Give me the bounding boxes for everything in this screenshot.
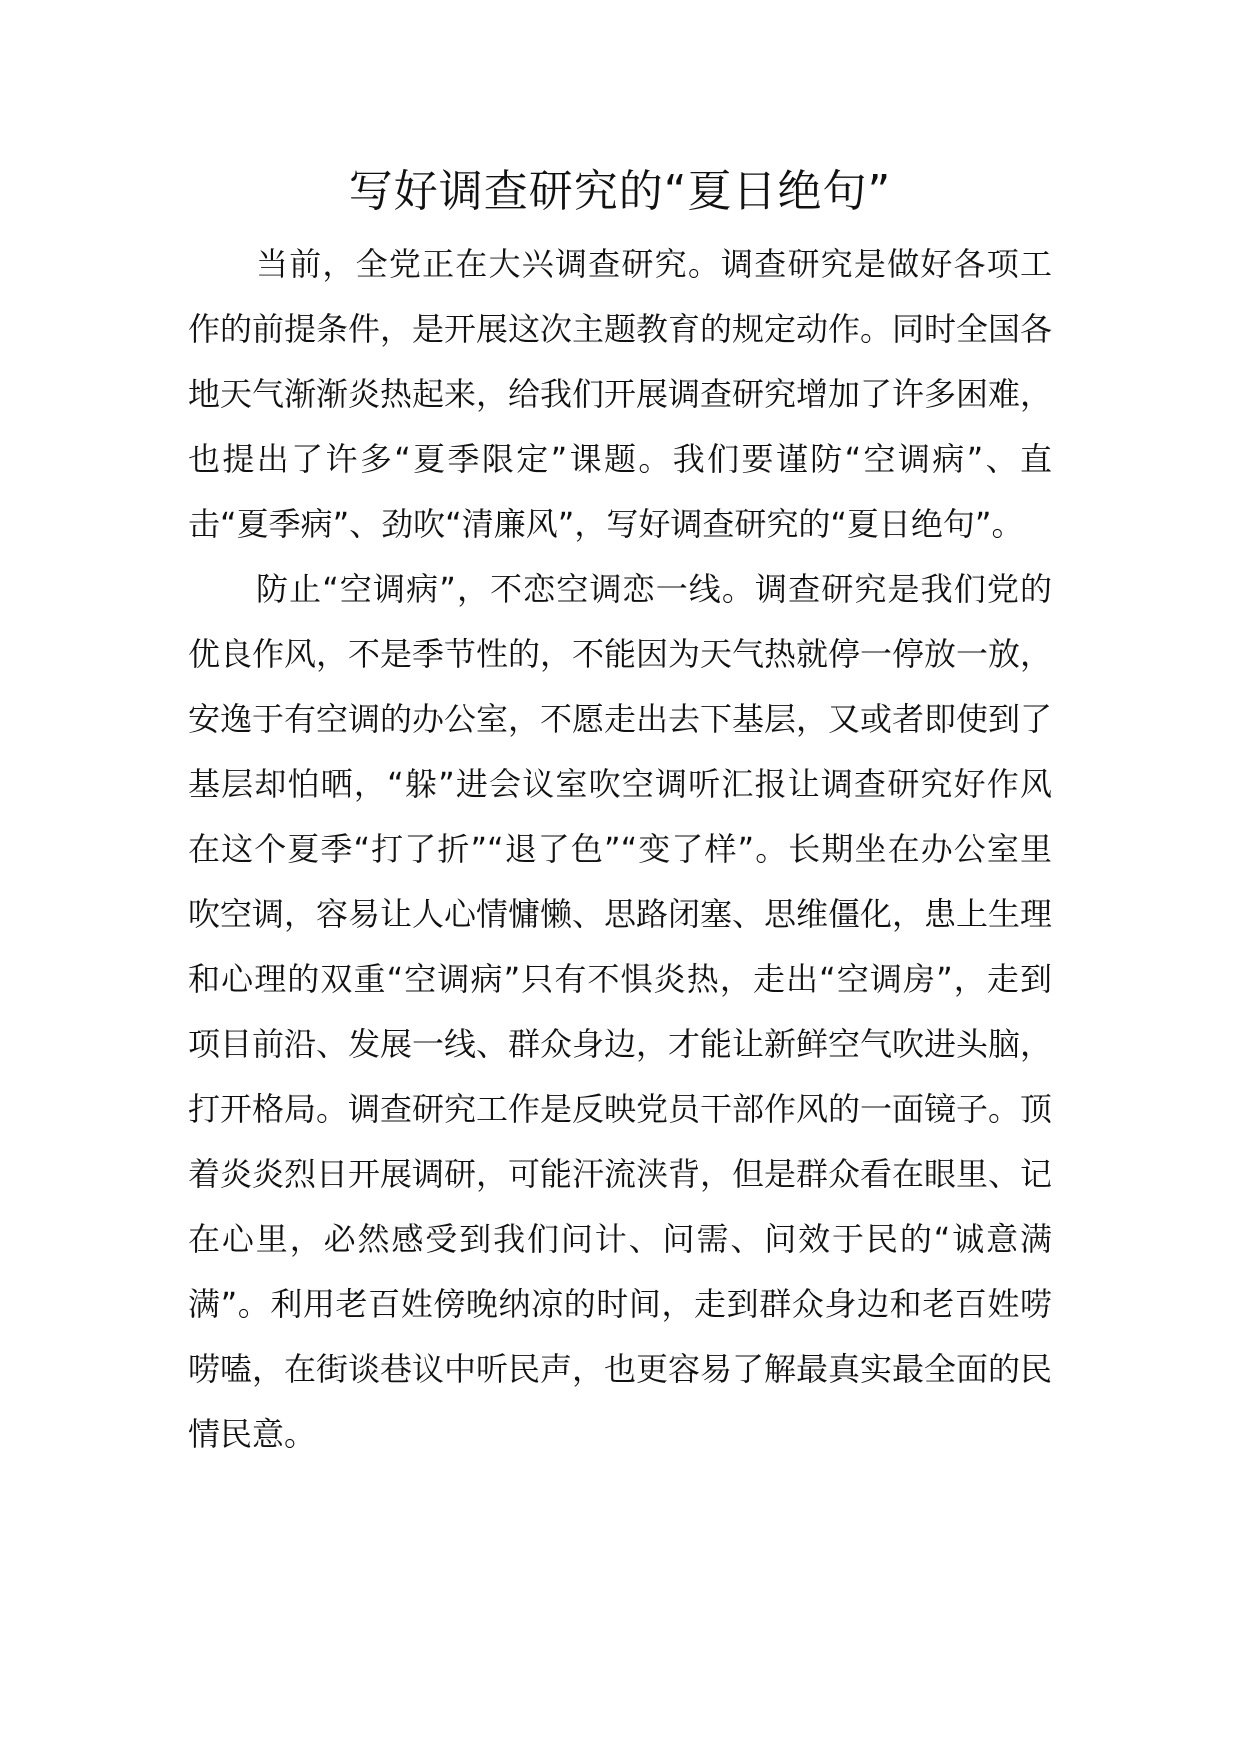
paragraph-intro: 当前，全党正在大兴调查研究。调查研究是做好各项工作的前提条件，是开展这次主题教育的规定动作。同时全国各地天气渐渐炎热起来，给我们开展调查研究增加了许多困难，也提出了许多“夏季限定”课题。我们要谨防“空调病”、直击“夏季病”、劲吹“清廉风”，写好调查研究的“夏日绝句”。: [188, 245, 1053, 543]
paragraph-air-conditioning: 防止“空调病”，不恋空调恋一线。调查研究是我们党的优良作风，不是季节性的，不能因为天气热就停一停放一放，安逸于有空调的办公室，不愿走出去下基层，又或者即使到了基层却怕晒，“躲”进会议室吹空调听汇报让调查研究好作风在这个夏季“打了折”“退了色”“变了样”。长期坐在办公室里吹空调，容易让人心情慵懒、思路闭塞、思维僵化，患上生理和心理的双重“空调病”只有不惧炎热，走出“空调房”，走到项目前沿、发展一线、群众身边，才能让新鲜空气吹进头脑，打开格局。调查研究工作是反映党员干部作风的一面镜子。顶着炎炎烈日开展调研，可能汗流浃背，但是群众看在眼里、记在心里，必然感受到我们问计、问需、问效于民的“诚意满满”。利用老百姓傍晚纳凉的时间，走到群众身边和老百姓唠唠嗑，在街谈巷议中听民声，也更容易了解最真实最全面的民情民意。: [188, 570, 1053, 1453]
document-body: [188, 232, 1052, 1467]
document-title: 写好调查研究的“夏日绝句”: [348, 166, 892, 217]
